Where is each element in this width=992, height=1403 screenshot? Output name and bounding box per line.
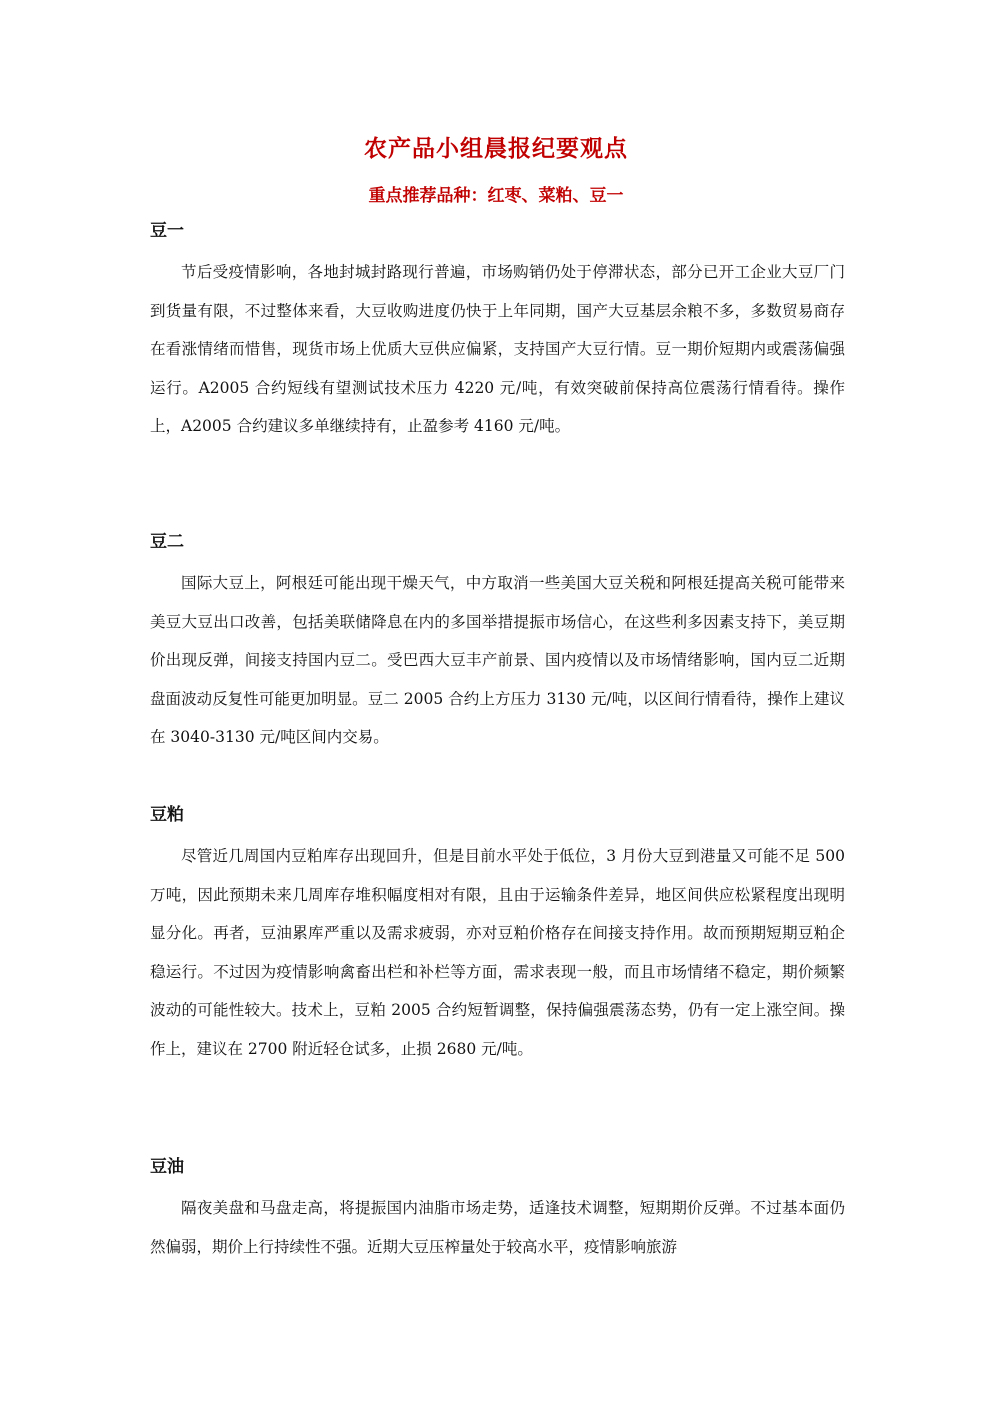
section-heading: 豆一 — [150, 221, 184, 241]
section-paragraph: 尽管近几周国内豆粕库存出现回升，但是目前水平处于低位，3 月份大豆到港量又可能不足 500 万吨，因此预期未来几周库存堆积幅度相对有限，且由于运输条件差异，地区间供应松紧程度出现明显分化。再者，豆油累库严重以及需求疲弱，亦对豆粕价格存在间接支持作用。故而预期短期豆粕企稳运行。不过因为疫情影响禽畜出栏和补栏等方面，需求表现一般，而且市场情绪不稳定，期价频繁波动的可能性较大。技术上，豆粕 2005 合约短暂调整，保持偏强震荡态势，仍有一定上涨空间。操作上，建议在 2700 附近轻仓试多，止损 2680 元/吨。 — [150, 847, 845, 1058]
document-title: 农产品小组晨报纪要观点 — [364, 135, 628, 162]
section-douyi — [150, 217, 845, 446]
section-heading: 豆油 — [150, 1157, 184, 1177]
section-doupo — [150, 801, 845, 1069]
section-paragraph: 国际大豆上，阿根廷可能出现干燥天气，中方取消一些美国大豆关税和阿根廷提高关税可能带来美豆大豆出口改善，包括美联储降息在内的多国举措提振市场信心，在这些利多因素支持下，美豆期价出现反弹，间接支持国内豆二。受巴西大豆丰产前景、国内疫情以及市场情绪影响，国内豆二近期盘面波动反复性可能更加明显。豆二 2005 合约上方压力 3130 元/吨，以区间行情看待，操作上建议在 3040-3130 元/吨区间内交易。 — [150, 574, 845, 747]
section-paragraph: 隔夜美盘和马盘走高，将提振国内油脂市场走势，适逢技术调整，短期期价反弹。不过基本面仍然偏弱，期价上行持续性不强。近期大豆压榨量处于较高水平，疫情影响旅游 — [150, 1199, 845, 1256]
section-heading: 豆二 — [150, 532, 184, 552]
section-douer — [150, 528, 845, 757]
document-subtitle: 重点推荐品种：红枣、菜粕、豆一 — [368, 186, 624, 206]
section-heading: 豆粕 — [150, 805, 184, 825]
section-douyou — [150, 1153, 845, 1266]
section-paragraph: 节后受疫情影响，各地封城封路现行普遍，市场购销仍处于停滞状态，部分已开工企业大豆厂门到货量有限，不过整体来看，大豆收购进度仍快于上年同期，国产大豆基层余粮不多，多数贸易商存在看涨情绪而惜售，现货市场上优质大豆供应偏紧，支持国产大豆行情。豆一期价短期内或震荡偏强运行。A2005 合约短线有望测试技术压力 4220 元/吨，有效突破前保持高位震荡行情看待。操作上，A2005 合约建议多单继续持有，止盈参考 4160 元/吨。 — [150, 263, 845, 436]
